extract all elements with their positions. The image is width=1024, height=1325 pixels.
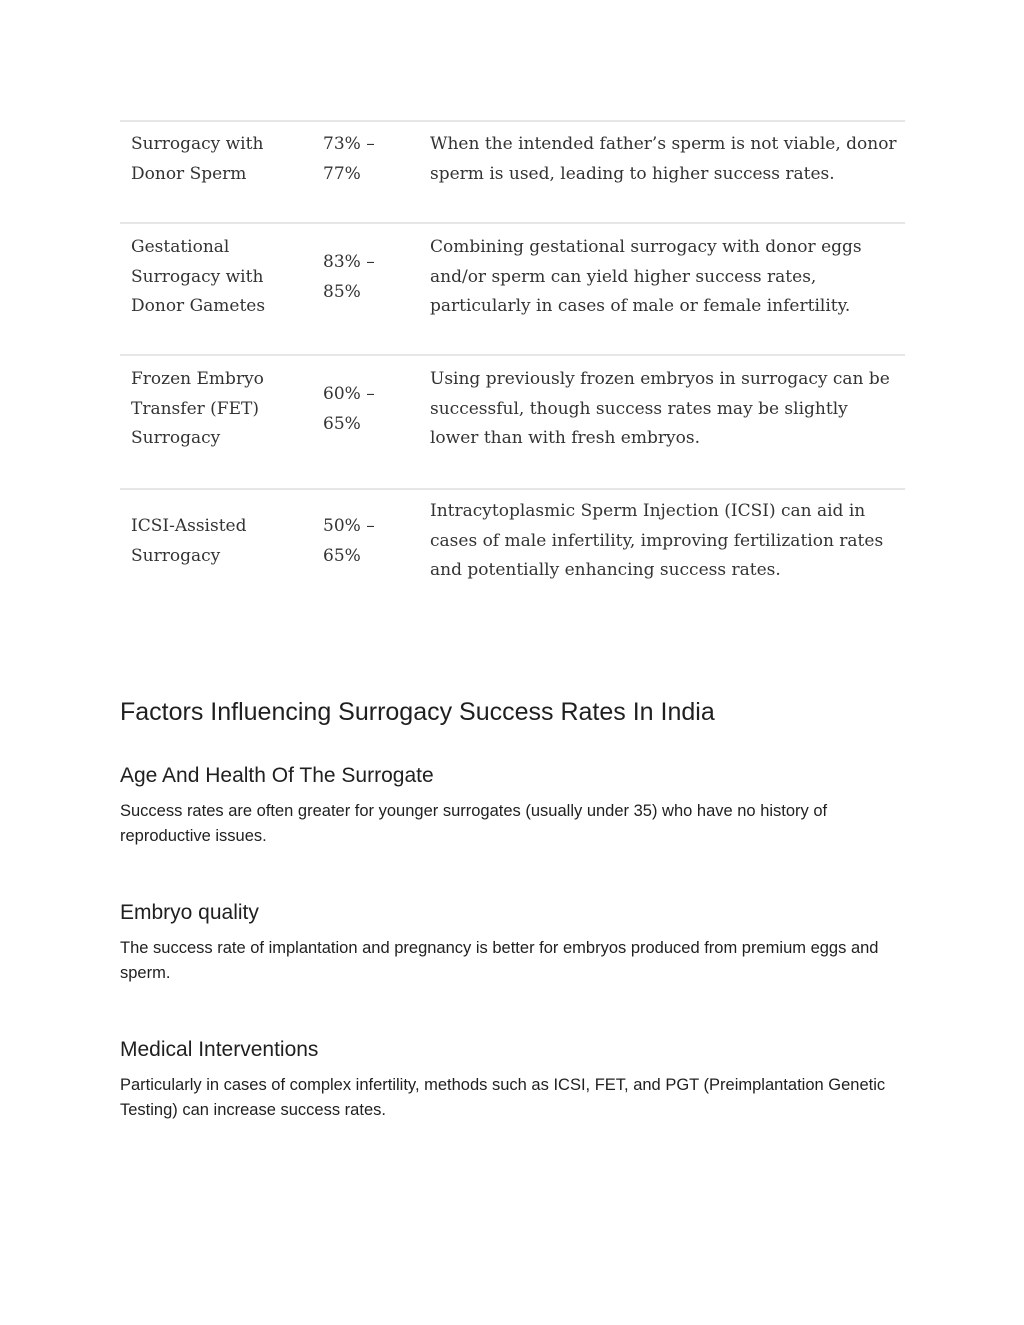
success-rate-cell: 73% – 77% [323,134,375,184]
success-rate-cell: 60% – 65% [323,384,375,434]
factor-heading: Medical Interventions [120,1038,319,1061]
description-cell: Using previously frozen embryos in surrogacy can be successful, though success rates may be slightly lower than with fresh embryos. [430,369,890,448]
description-cell: Intracytoplasmic Sperm Injection (ICSI) can aid in cases of male infertility, improving fertilization rates and potentially enhancing success rates. [430,501,884,580]
surrogacy-type-cell: Surrogacy with Donor Sperm [131,134,264,184]
factor-text: The success rate of implantation and pregnancy is better for embryos produced from premium eggs and sperm. [120,939,879,982]
factor-text: Success rates are often greater for younger surrogates (usually under 35) who have no history of reproductive issues. [120,802,828,845]
surrogacy-type-cell: ICSI-Assisted Surrogacy [131,516,247,566]
surrogacy-type-cell: Gestational Surrogacy with Donor Gametes [131,237,266,316]
factor-heading: Age And Health Of The Surrogate [120,764,434,787]
description-cell: Combining gestational surrogacy with donor eggs and/or sperm can yield higher success rates, particularly in cases of male or female infertility. [430,237,862,316]
description-cell: When the intended father’s sperm is not viable, donor sperm is used, leading to higher success rates. [430,134,897,184]
surrogacy-type-cell: Frozen Embryo Transfer (FET) Surrogacy [131,369,264,448]
table-row [120,120,905,224]
factor-heading: Embryo quality [120,901,259,924]
success-rate-cell: 50% – 65% [323,516,375,566]
table-row [120,222,905,356]
table-row [120,488,905,600]
table-row [120,354,905,490]
section-title: Factors Influencing Surrogacy Success Rates In India [120,698,715,726]
factor-text: Particularly in cases of complex infertility, methods such as ICSI, FET, and PGT (Preimplantation Genetic Testing) can increase success rates. [120,1076,886,1119]
success-rate-cell: 83% – 85% [323,252,375,302]
